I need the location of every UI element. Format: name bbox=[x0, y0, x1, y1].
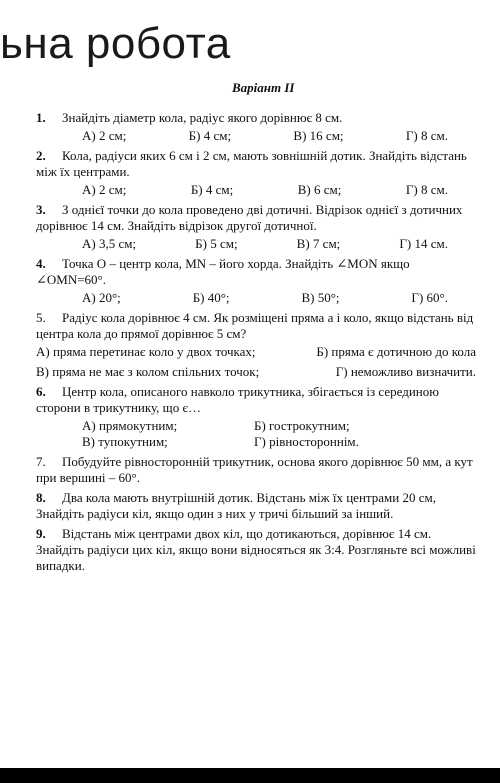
answer-options bbox=[36, 290, 476, 306]
option-c: В) 6 см; bbox=[297, 182, 342, 197]
question-text: Знайдіть діаметр кола, радіус якого дорівнює 8 см. bbox=[62, 110, 343, 125]
option-a: А) прямокутним; bbox=[82, 418, 178, 433]
option-b: Б) 5 см; bbox=[195, 236, 238, 251]
question-6 bbox=[36, 384, 476, 416]
question-7 bbox=[36, 454, 476, 486]
question-text: З однієї точки до кола проведено дві дотичні. Відрізок однієї з дотичних дорівнює 14 см. Знайдіть відрізок другої дотичної. bbox=[36, 202, 463, 233]
option-c: В) 50°; bbox=[301, 290, 340, 305]
option-c: В) пряма не має з колом спільних точок; bbox=[36, 364, 260, 379]
question-3 bbox=[36, 202, 476, 234]
option-d: Г) рівностороннім. bbox=[254, 434, 359, 449]
question-text: Радіус кола дорівнює 4 см. Як розміщені пряма а і коло, якщо відстань від центра кола до прямої дорівнює 5 см? bbox=[36, 310, 474, 341]
option-d: Г) 8 см. bbox=[405, 128, 448, 143]
option-b: Б) гострокутним; bbox=[254, 418, 350, 433]
option-c: В) 16 см; bbox=[293, 128, 344, 143]
question-number: 4. bbox=[36, 256, 46, 271]
option-b: Б) пряма є дотичною до кола bbox=[316, 344, 476, 359]
answer-options bbox=[36, 128, 476, 144]
question-number: 2. bbox=[36, 148, 46, 163]
question-number: 1. bbox=[36, 110, 46, 125]
questions-list bbox=[36, 110, 476, 574]
option-c: В) 7 см; bbox=[296, 236, 341, 251]
question-5 bbox=[36, 310, 476, 342]
variant-label: Варіант ІІ bbox=[232, 80, 295, 95]
option-a: А) 2 см; bbox=[82, 182, 127, 197]
option-a: А) 3,5 см; bbox=[82, 236, 137, 251]
option-a: А) 20°; bbox=[82, 290, 121, 305]
question-number: 3. bbox=[36, 202, 46, 217]
option-a: А) пряма перетинає коло у двох точках; bbox=[36, 344, 256, 359]
answer-options bbox=[36, 236, 476, 252]
question-text: Два кола мають внутрішній дотик. Відстань між їх центрами 20 см, Знайдіть радіуси кіл, якщо один з них у тричі більший за інший. bbox=[36, 490, 436, 521]
question-9 bbox=[36, 526, 476, 574]
page-title: ьна робота bbox=[0, 19, 231, 68]
option-b: Б) 40°; bbox=[192, 290, 230, 305]
question-number: 5. bbox=[36, 310, 46, 325]
option-b: Б) 4 см; bbox=[188, 128, 232, 143]
answer-options bbox=[36, 182, 476, 198]
question-2 bbox=[36, 148, 476, 180]
question-8 bbox=[36, 490, 476, 522]
bottom-black-bar bbox=[0, 768, 500, 783]
question-number: 8. bbox=[36, 490, 46, 505]
option-d: Г) неможливо визначити. bbox=[335, 364, 476, 379]
option-d: Г) 60°. bbox=[411, 290, 448, 305]
question-text: Точка О – центр кола, MN – його хорда. Знайдіть ∠MON якщо ∠OMN=60°. bbox=[36, 256, 410, 287]
answer-options-row-1 bbox=[36, 344, 476, 360]
question-number: 9. bbox=[36, 526, 46, 541]
option-b: Б) 4 см; bbox=[190, 182, 234, 197]
question-text: Центр кола, описаного навколо трикутника, збігається із серединою сторони в трикутнику, що є… bbox=[36, 384, 439, 415]
question-text: Відстань між центрами двох кіл, що дотикаються, дорівнює 14 см. Знайдіть радіуси цих кіл, якщо вони відносяться як 3:4. Розгляньте всі можливі випадки. bbox=[36, 526, 476, 573]
answer-options-row-2 bbox=[36, 364, 476, 380]
question-number: 6. bbox=[36, 384, 46, 399]
question-4 bbox=[36, 256, 476, 288]
option-d: Г) 8 см. bbox=[405, 182, 448, 197]
question-text: Кола, радіуси яких 6 см і 2 см, мають зовнішній дотик. Знайдіть відстань між їх центрами. bbox=[36, 148, 467, 179]
question-text: Побудуйте рівносторонній трикутник, основа якого дорівнює 50 мм, а кут при вершині – 60°. bbox=[36, 454, 473, 485]
option-a: А) 2 см; bbox=[82, 128, 127, 143]
answer-options bbox=[36, 418, 476, 450]
option-c: В) тупокутним; bbox=[82, 434, 168, 449]
question-1 bbox=[36, 110, 476, 126]
question-number: 7. bbox=[36, 454, 46, 469]
option-d: Г) 14 см. bbox=[399, 236, 448, 251]
